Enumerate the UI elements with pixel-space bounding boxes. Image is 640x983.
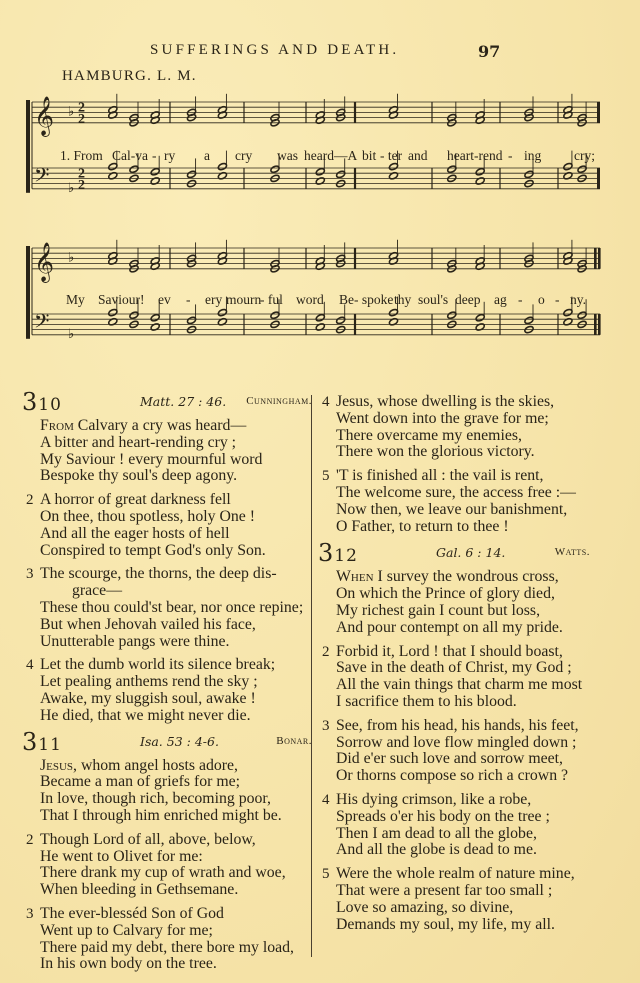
lyric-syllable: - xyxy=(518,292,523,307)
lyric-syllable: thy xyxy=(394,292,412,307)
lyric-syllable: was xyxy=(277,148,298,163)
lyric-syllable: word xyxy=(296,292,324,307)
svg-text:♭: ♭ xyxy=(68,179,75,195)
hymn-header xyxy=(22,388,314,418)
running-head xyxy=(0,42,640,66)
verse-line: Let pealing anthems rend the sky ; xyxy=(40,673,258,691)
stanza-number: 3 xyxy=(26,905,34,922)
lyric-syllable: Be xyxy=(339,292,354,307)
lyric-syllable: My xyxy=(66,292,85,307)
hymn-310 xyxy=(22,388,314,725)
verse-line: Bespoke thy soul's deep agony. xyxy=(40,467,238,485)
verse-line: And pour contempt on all my pride. xyxy=(336,618,563,636)
stanza-number: 5 xyxy=(322,866,330,883)
stanza xyxy=(22,657,314,724)
lyric-syllable: - xyxy=(508,148,513,163)
scripture-reference: Isa. 53 : 4-6. xyxy=(140,733,219,749)
svg-text:♭: ♭ xyxy=(68,103,75,119)
lyric-syllable: heard—A xyxy=(304,148,358,163)
verse-line: There paid my debt, there bore my load, xyxy=(40,938,294,956)
verse-line: There drank my cup of wrath and woe, xyxy=(40,864,286,882)
stanza-number: 2 xyxy=(322,643,330,660)
verse-line: O Father, to return to thee ! xyxy=(336,517,509,535)
hymn-312 xyxy=(318,539,618,933)
lyric-syllable: ag xyxy=(494,292,507,307)
stanza xyxy=(22,758,314,825)
stanza xyxy=(318,792,618,859)
lyric-syllable: a xyxy=(204,148,210,163)
scripture-reference: Matt. 27 : 46. xyxy=(140,394,227,409)
hymn-number-lead-digit: 3 xyxy=(318,539,335,568)
lyric-syllable: o xyxy=(538,292,545,307)
verse-line: Spreads o'er his body on the tree ; xyxy=(336,807,550,825)
verse-line: Sorrow and love flow mingled down ; xyxy=(336,733,577,751)
verse-line: There overcame my enemies, xyxy=(336,426,522,444)
svg-text:2: 2 xyxy=(78,111,85,127)
hymn-number xyxy=(22,388,62,416)
hymn-number-lead-digit: 3 xyxy=(22,388,39,416)
hymn-continuation xyxy=(318,394,618,535)
hymn-number-tail-digits: 10 xyxy=(38,395,62,415)
stanza xyxy=(22,566,314,650)
svg-text:♭: ♭ xyxy=(68,325,75,341)
verse-line: Save in the death of Christ, my God ; xyxy=(336,659,572,677)
verse-line: Or thorns compose so rich a crown ? xyxy=(336,767,569,785)
verse-line: Conspired to tempt God's only Son. xyxy=(40,541,266,559)
verse-line: All the vain things that charm me most xyxy=(336,676,583,694)
stanza xyxy=(318,866,618,933)
scripture-reference: Gal. 6 : 14. xyxy=(436,545,506,561)
right-column xyxy=(318,392,618,940)
verse-line: My richest gain I count but loss, xyxy=(336,601,541,619)
stanza xyxy=(318,394,618,461)
lyric-syllable: and xyxy=(408,148,428,163)
music-system-2 xyxy=(22,236,617,368)
stanza xyxy=(318,644,618,711)
lyric-syllable: - xyxy=(555,292,560,307)
lyric-syllable: ny. xyxy=(570,292,586,307)
music-system-1 xyxy=(22,92,617,222)
stanza-number: 3 xyxy=(322,717,330,734)
verse-line: Jesus, whom angel hosts adore, xyxy=(40,756,239,774)
verse-line: Went down into the grave for me; xyxy=(336,409,549,427)
lyric-syllable: - ful xyxy=(260,292,283,307)
stanza-number: 2 xyxy=(26,831,34,848)
hymn-number-tail-digits: 11 xyxy=(38,734,62,755)
stanza-number: 4 xyxy=(322,791,330,808)
lyric-syllable: ery xyxy=(205,292,223,307)
verse-line: His dying crimson, like a robe, xyxy=(336,790,532,808)
verse-line: Jesus, whose dwelling is the skies, xyxy=(336,393,555,410)
hymn-number-lead-digit: 3 xyxy=(22,727,39,756)
verse-line: A horror of great darkness fell xyxy=(40,491,231,509)
verse-line: Forbid it, Lord ! that I should boast, xyxy=(336,642,563,660)
stanza xyxy=(318,468,618,535)
stanza xyxy=(22,832,314,899)
stanza-number: 4 xyxy=(26,657,34,674)
lyric-syllable: cry; xyxy=(574,148,595,163)
hymn-number-tail-digits: 12 xyxy=(334,546,358,567)
bass-clef-icon: 𝄢 xyxy=(34,309,50,338)
verse-line: On thee, thou spotless, holy One ! xyxy=(40,507,255,525)
verse-line: 'T is finished all : the vail is rent, xyxy=(336,467,544,485)
verse-line: That I through him enriched might be. xyxy=(40,806,282,824)
verse-line: Demands my soul, my life, my all. xyxy=(336,915,555,933)
lyric-syllable: mourn xyxy=(226,292,262,307)
verse-line: Went up to Calvary for me; xyxy=(40,921,213,939)
verse-line: The ever-blesséd Son of God xyxy=(40,904,224,922)
verse-line: A bitter and heart-rending cry ; xyxy=(40,433,237,451)
lyric-syllable: heart-rend xyxy=(447,148,503,163)
svg-text:♭: ♭ xyxy=(68,249,75,265)
lyric-syllable: bit xyxy=(362,148,377,163)
lyric-syllable: 1. From xyxy=(60,148,103,163)
verse-line: In his own body on the tree. xyxy=(40,955,217,973)
verse-line: Love so amazing, so divine, xyxy=(336,898,514,916)
verse-line: I sacrifice them to his blood. xyxy=(336,692,517,710)
verse-line: My Saviour ! every mournful word xyxy=(40,450,263,468)
verse-line: These thou could'st bear, nor once repine; xyxy=(40,598,304,616)
treble-clef-icon: 𝄞 xyxy=(34,95,55,136)
svg-text:2: 2 xyxy=(78,166,85,182)
verse-line: Though Lord of all, above, below, xyxy=(40,830,256,848)
hymn-number xyxy=(22,728,62,756)
lyric-syllable: ev xyxy=(158,292,171,307)
verse-line: Did e'er such love and sorrow meet, xyxy=(336,750,564,768)
section-title: SUFFERINGS AND DEATH. xyxy=(150,42,400,58)
stanza-number: 4 xyxy=(322,394,330,410)
hymn-header xyxy=(22,727,314,758)
verse-line: On which the Prince of glory died, xyxy=(336,585,555,603)
lyric-syllable: Cal-va xyxy=(112,148,148,163)
stanza xyxy=(318,718,618,785)
verse-line: That were a present far too small ; xyxy=(336,881,553,899)
hymn-author: Cunningham. xyxy=(246,395,312,407)
treble-clef-icon: 𝄞 xyxy=(34,241,55,282)
lyric-syllable: - xyxy=(186,292,191,307)
verse-line: Let the dumb world its silence break; xyxy=(40,656,276,674)
bass-clef-icon: 𝄢 xyxy=(34,163,50,192)
verse-line: Awake, my sluggish soul, awake ! xyxy=(40,689,256,707)
verse-line: Now then, we leave our banishment, xyxy=(336,500,568,518)
verse-line: When I survey the wondrous cross, xyxy=(336,568,559,586)
hymn-author: Bonar. xyxy=(276,734,312,747)
stanza-number: 3 xyxy=(26,566,34,583)
lyric-syllable: ing xyxy=(524,148,542,163)
lyric-syllable: cry xyxy=(235,148,253,163)
lyric-syllable: Saviour! xyxy=(98,292,145,307)
stanza xyxy=(318,569,618,636)
svg-text:2: 2 xyxy=(78,100,85,116)
svg-text:2: 2 xyxy=(78,177,85,193)
lyric-syllable: - ter xyxy=(380,148,403,163)
verse-line: From Calvary a cry was heard— xyxy=(40,417,247,434)
hymn-311 xyxy=(22,727,314,974)
stanza-number: 5 xyxy=(322,468,330,485)
left-column xyxy=(22,388,314,980)
lyric-syllable: soul's xyxy=(418,292,449,307)
verse-line: There won the glorious victory. xyxy=(336,443,535,461)
verse-line: Then I am dead to all the globe, xyxy=(336,824,537,842)
verse-line: And all the eager hosts of hell xyxy=(40,524,230,542)
lyric-syllable: - spoke xyxy=(354,292,394,307)
stanza xyxy=(22,492,314,559)
stanza xyxy=(22,418,314,485)
verse-line: He died, that we might never die. xyxy=(40,706,251,724)
lyric-syllable: ry xyxy=(164,148,176,163)
tune-name: HAMBURG. L. M. xyxy=(62,68,197,84)
verse-line: But when Jehovah vailed his face, xyxy=(40,615,256,633)
hymn-author: Watts. xyxy=(554,546,590,559)
page-number: 97 xyxy=(478,42,501,61)
verse-line: When bleeding in Gethsemane. xyxy=(40,881,239,899)
stanza-number: 2 xyxy=(26,492,34,509)
verse-line: Unutterable pangs were thine. xyxy=(40,632,230,650)
stanza xyxy=(22,906,314,973)
verse-line: Became a man of griefs for me; xyxy=(40,773,241,791)
lyric-syllable: deep xyxy=(455,292,481,307)
verse-line: And all the globe is dead to me. xyxy=(336,841,537,859)
verse-line: In love, though rich, becoming poor, xyxy=(40,790,272,808)
verse-line: The welcome sure, the access free :— xyxy=(336,483,576,501)
verse-line: The scourge, the thorns, the deep dis- xyxy=(40,565,277,583)
verse-line: See, from his head, his hands, his feet, xyxy=(336,716,579,734)
hymn-number xyxy=(318,539,358,567)
verse-line: grace— xyxy=(72,582,122,600)
lyric-syllable: - xyxy=(152,148,157,163)
hymn-header xyxy=(318,539,618,569)
verse-line: Were the whole realm of nature mine, xyxy=(336,865,575,883)
verse-line: He went to Olivet for me: xyxy=(40,847,203,865)
